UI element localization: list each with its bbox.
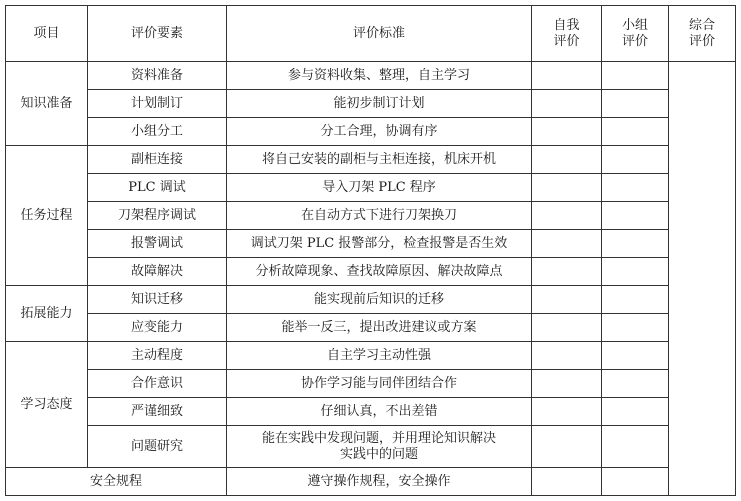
element-cell: 知识迁移 <box>88 286 227 314</box>
header-group-line1: 小组 <box>621 17 648 33</box>
header-row <box>6 6 736 62</box>
self-score-cell[interactable] <box>532 426 602 468</box>
table-row <box>6 468 736 496</box>
standard-cell: 自主学习主动性强 <box>227 342 532 370</box>
table-row <box>6 174 736 202</box>
element-cell: PLC 调试 <box>88 174 227 202</box>
standard-cell <box>227 426 532 468</box>
total-score-cell[interactable] <box>669 62 736 496</box>
element-cell: 应变能力 <box>88 314 227 342</box>
table-row <box>6 118 736 146</box>
group-score-cell[interactable] <box>602 468 669 496</box>
element-cell: 故障解决 <box>88 258 227 286</box>
group-score-cell[interactable] <box>602 426 669 468</box>
table-row <box>6 286 736 314</box>
self-score-cell[interactable] <box>532 118 602 146</box>
table-row <box>6 146 736 174</box>
standard-cell: 遵守操作规程，安全操作 <box>227 468 532 496</box>
header-element: 评价要素 <box>88 6 227 62</box>
standard-cell: 能举一反三，提出改进建议或方案 <box>227 314 532 342</box>
table-row <box>6 426 736 468</box>
element-cell: 问题研究 <box>88 426 227 468</box>
header-group-line2: 评价 <box>621 33 648 49</box>
self-score-cell[interactable] <box>532 258 602 286</box>
standard-cell: 在自动方式下进行刀架换刀 <box>227 202 532 230</box>
self-score-cell[interactable] <box>532 90 602 118</box>
table-row <box>6 90 736 118</box>
self-score-cell[interactable] <box>532 230 602 258</box>
table-row <box>6 258 736 286</box>
self-score-cell[interactable] <box>532 202 602 230</box>
header-group-evaluation <box>602 6 669 62</box>
group-score-cell[interactable] <box>602 258 669 286</box>
element-cell: 报警调试 <box>88 230 227 258</box>
element-cell: 副柜连接 <box>88 146 227 174</box>
table-row <box>6 370 736 398</box>
element-cell: 合作意识 <box>88 370 227 398</box>
table-row <box>6 230 736 258</box>
standard-cell: 分工合理，协调有序 <box>227 118 532 146</box>
group-score-cell[interactable] <box>602 202 669 230</box>
standard-cell: 调试刀架 PLC 报警部分，检查报警是否生效 <box>227 230 532 258</box>
element-cell: 资料准备 <box>88 62 227 90</box>
element-cell: 严谨细致 <box>88 398 227 426</box>
self-score-cell[interactable] <box>532 146 602 174</box>
section-knowledge-prep: 知识准备 <box>6 62 88 146</box>
standard-cell: 将自己安装的副柜与主柜连接，机床开机 <box>227 146 532 174</box>
header-self-line2: 评价 <box>553 33 580 49</box>
section-learning-attitude: 学习态度 <box>6 342 88 468</box>
header-total-line2: 评价 <box>688 33 715 49</box>
group-score-cell[interactable] <box>602 174 669 202</box>
self-score-cell[interactable] <box>532 286 602 314</box>
table-row <box>6 202 736 230</box>
header-total-evaluation <box>669 6 736 62</box>
group-score-cell[interactable] <box>602 118 669 146</box>
self-score-cell[interactable] <box>532 174 602 202</box>
element-cell: 主动程度 <box>88 342 227 370</box>
standard-cell: 协作学习能与同伴团结合作 <box>227 370 532 398</box>
header-standard: 评价标准 <box>227 6 532 62</box>
table-row <box>6 314 736 342</box>
safety-label: 安全规程 <box>6 468 227 496</box>
group-score-cell[interactable] <box>602 286 669 314</box>
self-score-cell[interactable] <box>532 342 602 370</box>
standard-line2: 实践中的问题 <box>339 446 418 462</box>
standard-cell: 仔细认真，不出差错 <box>227 398 532 426</box>
header-self-line1: 自我 <box>553 17 580 33</box>
section-extension-ability: 拓展能力 <box>6 286 88 342</box>
self-score-cell[interactable] <box>532 314 602 342</box>
group-score-cell[interactable] <box>602 90 669 118</box>
self-score-cell[interactable] <box>532 62 602 90</box>
self-score-cell[interactable] <box>532 370 602 398</box>
table-row <box>6 62 736 90</box>
standard-cell: 能初步制订计划 <box>227 90 532 118</box>
table-row <box>6 398 736 426</box>
table-row <box>6 342 736 370</box>
self-score-cell[interactable] <box>532 398 602 426</box>
section-task-process: 任务过程 <box>6 146 88 286</box>
group-score-cell[interactable] <box>602 230 669 258</box>
group-score-cell[interactable] <box>602 62 669 90</box>
evaluation-table <box>5 5 736 496</box>
group-score-cell[interactable] <box>602 342 669 370</box>
group-score-cell[interactable] <box>602 370 669 398</box>
group-score-cell[interactable] <box>602 146 669 174</box>
element-cell: 刀架程序调试 <box>88 202 227 230</box>
group-score-cell[interactable] <box>602 398 669 426</box>
header-item: 项目 <box>6 6 88 62</box>
standard-cell: 导入刀架 PLC 程序 <box>227 174 532 202</box>
header-total-line1: 综合 <box>688 17 715 33</box>
group-score-cell[interactable] <box>602 314 669 342</box>
standard-cell: 参与资料收集、整理，自主学习 <box>227 62 532 90</box>
self-score-cell[interactable] <box>532 468 602 496</box>
element-cell: 计划制订 <box>88 90 227 118</box>
element-cell: 小组分工 <box>88 118 227 146</box>
standard-cell: 分析故障现象、查找故障原因、解决故障点 <box>227 258 532 286</box>
standard-line1: 能在实践中发现问题，并用理论知识解决 <box>261 430 496 446</box>
header-self-evaluation <box>532 6 602 62</box>
standard-cell: 能实现前后知识的迁移 <box>227 286 532 314</box>
